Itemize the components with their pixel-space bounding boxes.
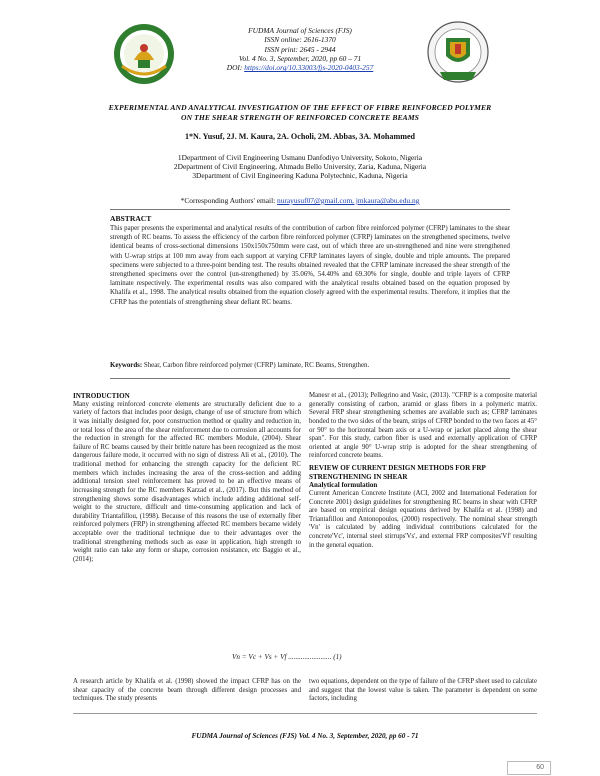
analytical-heading: Analytical formulation (309, 481, 378, 490)
authors: 1*N. Yusuf, 2J. M. Kaura, 2A. Ocholi, 2M. Abbas, 3A. Mohammed (184, 132, 416, 141)
issn-print: ISSN print: 2645 - 2944 (264, 44, 336, 54)
introduction-heading: INTRODUCTION (73, 392, 130, 400)
page-footer: FUDMA Journal of Sciences (FJS) Vol. 4 No. 3, September, 2020, pp 60 - 71 (191, 732, 419, 740)
corresp-emails[interactable]: nurayusuf07@gmail.com, jmkaura@abu.edu.ng (277, 196, 420, 205)
journal-info (200, 26, 400, 72)
introduction-text: Many existing reinforced concrete elements are structurally deficient due to a variety of factors that includes poor design, change of use of structure from which it was initially designed for, poor construction method or quality and reduction in, or total loss of the area of the shear reinforcement due to corrosion all accounts for the reduction in strength for the affected RC members Module, (2004). Shear failure of RC beams caused by their brittle nature has been recognized as the most dangerous failure mode, it occurred with no sign of distress Ali et al., (2010). The traditional method for enhancing the strength capacity for the deficient RC members which includes increasing the area of the cross-section and adding additional tension steel reinforcement has proved to be an effective means of increasing strength for the RC members Karzad et al., (2017). But this method of strengthening shows some disadvantages which include adding additional self-weight to the structure, difficult and time-consuming application and lack of durability Triantafillou, (1998). Because of this reasons the use of externally fiber reinforced polymers (FRP) in strengthening affected RC members became widely acceptable over the traditional technique due to their advantages over the traditional strengthening methods such as ease in application, high strength to weight ratio can take any form or shape, corrosion resistance, etc Baggio et al., (2014); (73, 400, 301, 563)
doi-label: DOI: (226, 63, 243, 73)
footer-rule (73, 713, 537, 714)
corresp-label: *Corresponding Authors' email: (180, 196, 278, 205)
page-number: 60 (507, 761, 551, 775)
journal-name: FUDMA Journal of Sciences (FJS) (248, 26, 352, 35)
corresponding-author (60, 196, 540, 205)
abstract-bottom-rule (110, 378, 510, 379)
bottom-left-text: A research article by Khalifa et al. (1998) showed the impact CFRP has on the shear capacity of the concrete beam through different design processes and techniques. The study presents (73, 678, 301, 703)
affiliation-2: 2Department of Civil Engineering, Ahmadu Bello University, Zaria, Kaduna, Nigeria (173, 162, 427, 172)
keywords-line (110, 362, 510, 369)
fudma-seal-logo (112, 22, 176, 86)
affiliation-1: 1Department of Civil Engineering Usmanu Danfodiyo University, Sokoto, Nigeria (177, 153, 423, 162)
volume-info: Vol. 4 No. 3, September, 2020, pp 60 – 71 (238, 53, 362, 63)
issn-online: ISSN online: 2616-1370 (264, 35, 336, 45)
title-line-2: ON THE SHEAR STRENGTH OF REINFORCED CONCRETE BEAMS (180, 113, 419, 122)
abstract-heading: ABSTRACT (110, 214, 152, 223)
keywords-text: Shear, Carbon fibre reinforced polymer (CFRP) laminate, RC Beams, Strengthen. (142, 362, 370, 369)
bottom-right-text: two equations, dependent on the type of failure of the CFRP sheet used to calculate and suggest that the lowest value is taken. The parameter is dependent on some factors, including (309, 678, 537, 703)
analytical-text: Current American Concrete Institute (ACI, 2002 and International Federation for Concrete 2001) design guidelines for strengthening RC beams in shear with CFRP are based on empirical design equations derived by Khalifa et al. (1998) and Triantafillou and Antonopoulos, (2000) respectively. The nominal shear strength 'Vn' is calculated by adding individual contributions calculated for the concrete'Vc', internal steel stirrups'Vs', and external FRP composites'Vf' resulting in the general equation. (309, 489, 537, 549)
keywords-label: Keywords: (110, 362, 143, 369)
abstract-text: This paper presents the experimental and analytical results of the contribution of carbon fibre reinforced polymer (CFRP) laminates to the shear strength of RC beams. To assess the efficiency of the carbon fibre reinforced polymer (CFRP) laminates on the strengthened specimens, twelve identical beams of cross-sectional dimensions 150x150x750mm were cast, out of which three are un-strengthened and nine were strengthened with U-wrap strips at 100 mm away from each support at varying CFRP laminates layers of single, double and triple amounts. The prepared specimens were subjected to a three-point bending test. The results obtained revealed that the CFRP laminate increased the shear strength of the strengthened specimens over the control (un-strengthened) by 35.06%, 54.40% and 69.30% for single, double and triple layers of CFRP laminate respectively. The experimental results was also compared with the analytical results obtained based on the equation proposed by Khalifa et al., 1998. The analytical results obtained from the equation closely agreed with the experimental results. Therefore, it implies that the CFRP has the potentials of strengthening shear defiant RC beams. (110, 225, 510, 306)
review-heading: REVIEW OF CURRENT DESIGN METHODS FOR FRP STRENGTHENING IN SHEAR (309, 464, 486, 481)
title-line-1: EXPERIMENTAL AND ANALYTICAL INVESTIGATION OF THE EFFECT OF FIBRE REINFORCED POLYMER (108, 103, 492, 112)
affiliation-3: 3Department of Civil Engineering Kaduna Polytechnic, Kaduna, Nigeria (192, 171, 408, 181)
doi-link[interactable]: https://doi.org/10.33003/fjs-2020-0403-257 (244, 63, 374, 73)
equation-1: Vn = Vc + Vs + Vf ........................ (1) (232, 653, 342, 661)
right-column (309, 392, 537, 550)
university-crest-logo (426, 20, 490, 88)
paper-title (60, 103, 540, 123)
right-intro-text: Manesr et al., (2013); Pellegrino and Vasic, (2013). "CFRP is a composite material generally consisting of carbon, aramid or glass fibers in a polymeric matrix. Several FRP shear strengthening schemes are available such as; CFRP laminates bonded to the two sides of the beam, strips of CFRP bonded to the two faces at 45° or 90° to the horizontal beam axis or a U-wrap or jacket placed along the shear span". For this study, carbon fiber is used and externally application of CFRP oriented at angle 90° U-wrap strip is adopted for the shear strengthening of reinforced concrete beams. (309, 392, 537, 460)
abstract-top-rule (110, 209, 510, 210)
doi-line (200, 63, 400, 72)
affiliations (60, 153, 540, 181)
left-column (73, 392, 301, 565)
